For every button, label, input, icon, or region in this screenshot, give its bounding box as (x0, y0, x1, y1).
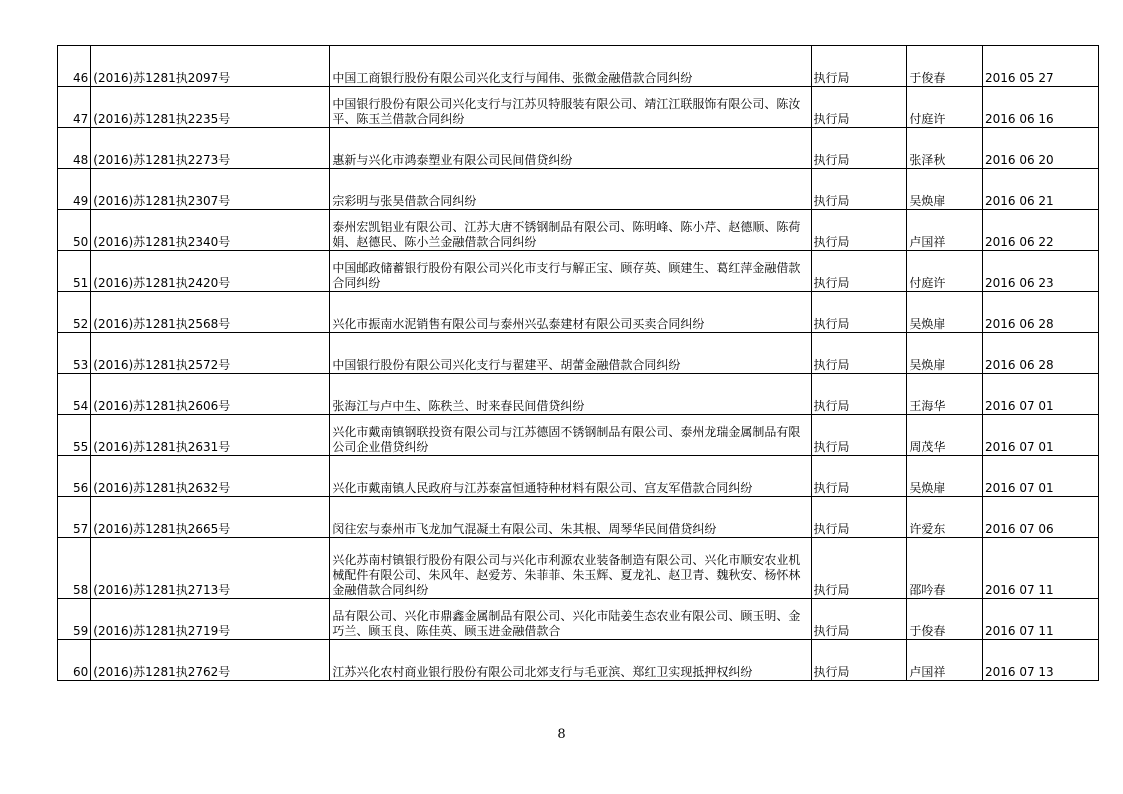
department: 执行局 (811, 169, 907, 210)
case-parties: 兴化市振南水泥销售有限公司与泰州兴弘泰建材有限公司买卖合同纠纷 (330, 292, 811, 333)
row-number: 53 (58, 333, 91, 374)
judge-name: 周茂华 (907, 415, 983, 456)
judge-name: 卢国祥 (907, 210, 983, 251)
table-row (58, 333, 1099, 374)
filing-date: 2016 07 01 (982, 415, 1098, 456)
judge-name: 邵吟春 (907, 538, 983, 599)
filing-date: 2016 06 22 (982, 210, 1098, 251)
case-number: (2016)苏1281执2568号 (91, 292, 330, 333)
case-number: (2016)苏1281执2097号 (91, 46, 330, 87)
case-number: (2016)苏1281执2719号 (91, 599, 330, 640)
case-parties: 宗彩明与张昊借款合同纠纷 (330, 169, 811, 210)
case-number: (2016)苏1281执2631号 (91, 415, 330, 456)
page-number: 8 (557, 727, 566, 742)
judge-name: 付庭许 (907, 87, 983, 128)
row-number: 50 (58, 210, 91, 251)
department: 执行局 (811, 251, 907, 292)
judge-name: 吴焕扉 (907, 169, 983, 210)
filing-date: 2016 06 23 (982, 251, 1098, 292)
row-number: 58 (58, 538, 91, 599)
judge-name: 许爱东 (907, 497, 983, 538)
table-row (58, 46, 1099, 87)
row-number: 51 (58, 251, 91, 292)
department: 执行局 (811, 210, 907, 251)
row-number: 49 (58, 169, 91, 210)
row-number: 54 (58, 374, 91, 415)
judge-name: 于俊春 (907, 46, 983, 87)
table-row (58, 497, 1099, 538)
case-number: (2016)苏1281执2762号 (91, 640, 330, 681)
department: 执行局 (811, 128, 907, 169)
department: 执行局 (811, 415, 907, 456)
filing-date: 2016 06 28 (982, 333, 1098, 374)
filing-date: 2016 07 06 (982, 497, 1098, 538)
filing-date: 2016 05 27 (982, 46, 1098, 87)
row-number: 48 (58, 128, 91, 169)
filing-date: 2016 07 01 (982, 456, 1098, 497)
department: 执行局 (811, 46, 907, 87)
filing-date: 2016 06 28 (982, 292, 1098, 333)
row-number: 52 (58, 292, 91, 333)
table-row (58, 415, 1099, 456)
table-row (58, 292, 1099, 333)
judge-name: 卢国祥 (907, 640, 983, 681)
table-row (58, 374, 1099, 415)
case-parties: 品有限公司、兴化市鼎鑫金属制品有限公司、兴化市陆姜生态农业有限公司、顾玉明、金巧兰、顾玉良、陈佳英、顾玉进金融借款合 (330, 599, 811, 640)
judge-name: 付庭许 (907, 251, 983, 292)
case-parties: 张海江与卢中生、陈秩兰、时来春民间借贷纠纷 (330, 374, 811, 415)
case-parties: 兴化市戴南镇人民政府与江苏泰富恒通特种材料有限公司、宫友军借款合同纠纷 (330, 456, 811, 497)
department: 执行局 (811, 87, 907, 128)
table-row (58, 599, 1099, 640)
row-number: 47 (58, 87, 91, 128)
case-parties: 中国银行股份有限公司兴化支行与翟建平、胡蕾金融借款合同纠纷 (330, 333, 811, 374)
filing-date: 2016 07 11 (982, 538, 1098, 599)
case-number: (2016)苏1281执2235号 (91, 87, 330, 128)
case-number: (2016)苏1281执2420号 (91, 251, 330, 292)
row-number: 56 (58, 456, 91, 497)
department: 执行局 (811, 640, 907, 681)
judge-name: 王海华 (907, 374, 983, 415)
department: 执行局 (811, 599, 907, 640)
case-parties: 兴化市戴南镇钢联投资有限公司与江苏德固不锈钢制品有限公司、泰州龙瑞金属制品有限公司企业借贷纠纷 (330, 415, 811, 456)
table-row (58, 128, 1099, 169)
case-parties: 江苏兴化农村商业银行股份有限公司北郊支行与毛亚滨、郑红卫实现抵押权纠纷 (330, 640, 811, 681)
row-number: 59 (58, 599, 91, 640)
filing-date: 2016 07 13 (982, 640, 1098, 681)
case-table (57, 45, 1099, 681)
row-number: 60 (58, 640, 91, 681)
department: 执行局 (811, 292, 907, 333)
case-number: (2016)苏1281执2713号 (91, 538, 330, 599)
filing-date: 2016 06 20 (982, 128, 1098, 169)
case-number: (2016)苏1281执2273号 (91, 128, 330, 169)
filing-date: 2016 06 21 (982, 169, 1098, 210)
case-parties: 惠新与兴化市鸿泰塑业有限公司民间借贷纠纷 (330, 128, 811, 169)
case-parties: 闵往宏与泰州市飞龙加气混凝土有限公司、朱其根、周琴华民间借贷纠纷 (330, 497, 811, 538)
department: 执行局 (811, 333, 907, 374)
judge-name: 于俊春 (907, 599, 983, 640)
case-number: (2016)苏1281执2307号 (91, 169, 330, 210)
case-number: (2016)苏1281执2632号 (91, 456, 330, 497)
judge-name: 吴焕扉 (907, 333, 983, 374)
department: 执行局 (811, 456, 907, 497)
row-number: 57 (58, 497, 91, 538)
department: 执行局 (811, 497, 907, 538)
case-number: (2016)苏1281执2665号 (91, 497, 330, 538)
case-number: (2016)苏1281执2606号 (91, 374, 330, 415)
table-row (58, 87, 1099, 128)
table-row (58, 640, 1099, 681)
case-parties: 泰州宏凯铝业有限公司、江苏大唐不锈钢制品有限公司、陈明峰、陈小芹、赵德顺、陈荷娟、赵德民、陈小兰金融借款合同纠纷 (330, 210, 811, 251)
judge-name: 张泽秋 (907, 128, 983, 169)
table-row (58, 456, 1099, 497)
case-parties: 兴化苏南村镇银行股份有限公司与兴化市利源农业装备制造有限公司、兴化市顺安农业机械配件有限公司、朱风年、赵爱芳、朱菲菲、朱玉辉、夏龙礼、赵卫青、魏秋安、杨怀林金融借款合同纠纷 (330, 538, 811, 599)
table-row (58, 169, 1099, 210)
case-parties: 中国工商银行股份有限公司兴化支行与闻伟、张微金融借款合同纠纷 (330, 46, 811, 87)
case-parties: 中国邮政储蓄银行股份有限公司兴化市支行与解正宝、顾存英、顾建生、葛红萍金融借款合同纠纷 (330, 251, 811, 292)
filing-date: 2016 06 16 (982, 87, 1098, 128)
table-row (58, 210, 1099, 251)
row-number: 46 (58, 46, 91, 87)
judge-name: 吴焕扉 (907, 456, 983, 497)
case-number: (2016)苏1281执2572号 (91, 333, 330, 374)
case-number: (2016)苏1281执2340号 (91, 210, 330, 251)
department: 执行局 (811, 374, 907, 415)
table-row (58, 251, 1099, 292)
judge-name: 吴焕扉 (907, 292, 983, 333)
filing-date: 2016 07 01 (982, 374, 1098, 415)
department: 执行局 (811, 538, 907, 599)
row-number: 55 (58, 415, 91, 456)
filing-date: 2016 07 11 (982, 599, 1098, 640)
table-row (58, 538, 1099, 599)
case-parties: 中国银行股份有限公司兴化支行与江苏贝特服装有限公司、靖江江联服饰有限公司、陈汝平、陈玉兰借款合同纠纷 (330, 87, 811, 128)
